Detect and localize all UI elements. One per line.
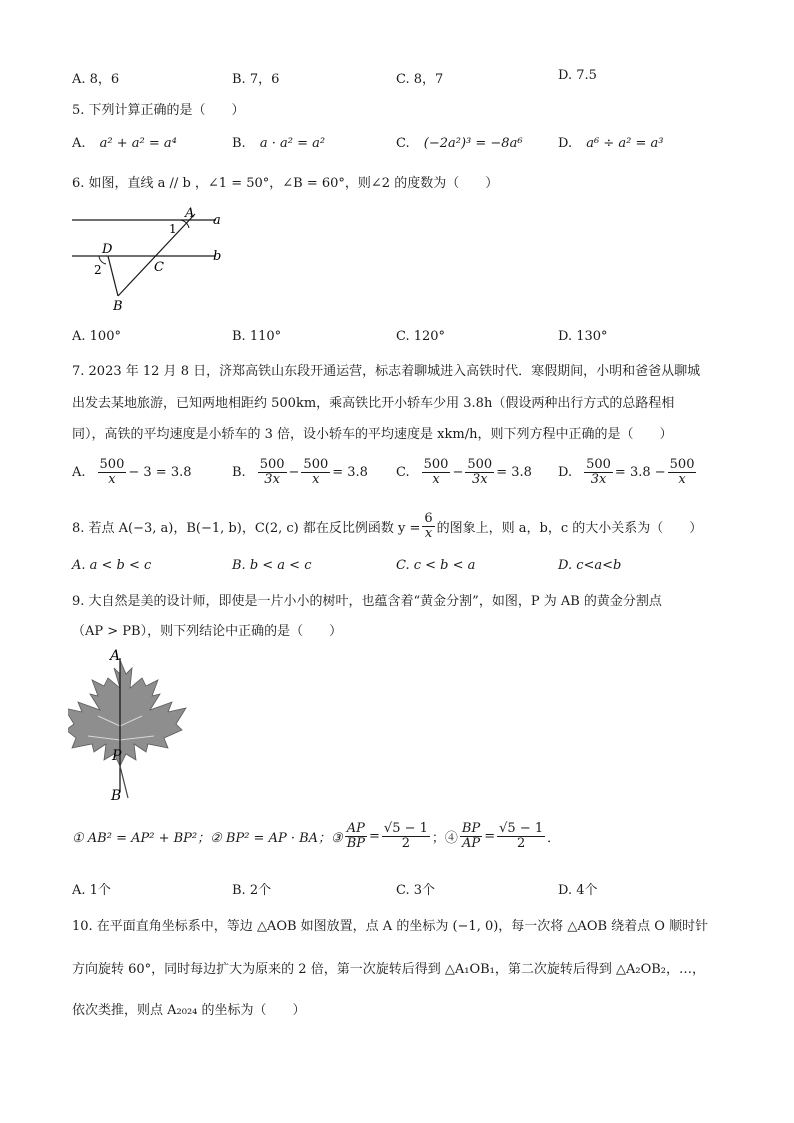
numerator: 500 <box>586 457 611 472</box>
label-P: P <box>112 748 122 764</box>
label-B: B <box>111 788 122 804</box>
q9-statements <box>72 822 560 852</box>
numerator: 500 <box>259 457 285 472</box>
q9-fraction-ap-bp <box>345 822 367 852</box>
q7-line-3: 同），高铁的平均速度是小轿车的 3 倍，设小轿车的平均速度是 xkm/h，则下列方程中正确的是（ ） <box>72 427 673 442</box>
q5-option-c-expr: (−2a²)³ = −8a⁶ <box>423 136 523 151</box>
segment-ab <box>118 214 195 296</box>
numerator: 500 <box>467 457 493 472</box>
q7-a-fraction <box>98 458 127 488</box>
q9-option-d: D. 4个 <box>558 883 598 898</box>
denominator: 2 <box>516 836 526 852</box>
denominator: 2 <box>401 836 411 852</box>
numerator: 6 <box>424 511 433 526</box>
q5-option-d-expr: a⁶ ÷ a² = a³ <box>586 136 664 151</box>
q6-option-d: D. 130° <box>558 329 608 344</box>
q7-line-2: 出发去某地旅游，已知两地相距约 500km，乘高铁比开小轿车少用 3.8h（假设两种出行方式的总路程相 <box>72 396 675 411</box>
label-1: 1 <box>169 222 177 236</box>
label-A: A <box>185 206 195 221</box>
q7-option-d-label: D. <box>558 465 573 481</box>
q6-figure <box>68 202 238 314</box>
q7-d-fraction-2 <box>668 458 697 488</box>
q9-fraction-golden-2 <box>497 822 545 852</box>
q9-statement-1-2: ① AB² = AP² + BP²；② BP² = AP · BA；③ <box>72 831 343 847</box>
q9-fraction-golden-1 <box>382 822 430 852</box>
denominator: x <box>432 472 440 488</box>
q4-option-d: D. 7.5 <box>558 68 597 83</box>
q8-option-b: B. b < a < c <box>232 558 312 573</box>
q9-line-2: （AP > PB），则下列结论中正确的是（ ） <box>72 624 343 639</box>
q7-d-fraction-1 <box>584 458 613 488</box>
numerator: √5 − 1 <box>383 821 428 836</box>
q10-line-2: 方向旋转 60°，同时每边扩大为原来的 2 倍，第一次旋转后得到 △A₁OB₁，第二次旋转后得到 △A₂OB₂，…， <box>72 962 706 977</box>
q7-option-c <box>396 458 532 488</box>
q8-option-a: A. a < b < c <box>72 558 152 573</box>
q8-fraction <box>422 512 434 542</box>
label-b: b <box>213 249 222 264</box>
q5-option-b-label: B. <box>232 136 246 151</box>
numerator: 500 <box>303 457 329 472</box>
q7-option-b-label: B. <box>232 465 246 481</box>
label-D: D <box>102 242 113 257</box>
segment-db <box>108 256 118 296</box>
minus-sign: − <box>452 465 464 481</box>
denominator: x <box>424 526 433 542</box>
q9-end: ． <box>547 831 561 847</box>
label-C: C <box>154 260 164 275</box>
q7-option-a-label: A. <box>72 465 86 481</box>
q6-option-b: B. 110° <box>232 329 282 344</box>
q7-option-d <box>558 458 698 488</box>
q9-option-b: B. 2个 <box>232 883 272 898</box>
equals-value: = 3.8 <box>496 465 532 481</box>
q5-option-d <box>558 136 663 151</box>
q5-option-b-expr: a · a² = a² <box>259 136 326 151</box>
q9-fraction-bp-ap <box>460 822 482 852</box>
q7-b-fraction-1 <box>258 458 287 488</box>
q8-stem-post: 的图象上，则 a，b，c 的大小关系为（ ） <box>436 521 703 537</box>
q7-option-a <box>72 458 192 488</box>
q10-line-1: 10. 在平面直角坐标系中，等边 △AOB 如图放置，点 A 的坐标为 (−1, 0)，每一次将 △AOB 绕着点 O 顺时针 <box>72 919 709 934</box>
q5-option-a <box>72 136 177 151</box>
denominator: AP <box>462 836 481 852</box>
minus-sign: − <box>288 465 300 481</box>
denominator: 3x <box>471 472 488 488</box>
q6-option-a: A. 100° <box>72 329 121 344</box>
equals-value: = 3.8 <box>332 465 368 481</box>
q8-option-c: C. c < b < a <box>396 558 476 573</box>
q8-stem <box>72 512 702 542</box>
q5-stem: 5. 下列计算正确的是（ ） <box>72 103 245 118</box>
label-a: a <box>213 213 221 228</box>
label-B: B <box>113 299 123 314</box>
q4-option-b: B. 7，6 <box>232 72 280 87</box>
denominator: x <box>678 472 686 488</box>
q10-line-3: 依次类推，则点 A₂₀₂₄ 的坐标为（ ） <box>72 1003 306 1018</box>
q4-option-a: A. 8，6 <box>72 72 120 87</box>
q7-line-1: 7. 2023 年 12 月 8 日，济郑高铁山东段开通运营，标志着聊城进入高铁时代．寒假期间，小明和爸爸从聊城 <box>72 364 701 379</box>
label-A: A <box>110 648 121 664</box>
numerator: 500 <box>669 457 695 472</box>
q4-option-c: C. 8，7 <box>396 72 444 87</box>
q8-option-d: D. c<a<b <box>558 558 622 573</box>
numerator: AP <box>346 821 365 836</box>
denominator: x <box>312 472 320 488</box>
q6-option-c: C. 120° <box>396 329 446 344</box>
q5-option-b <box>232 136 325 151</box>
equals: = <box>369 829 380 845</box>
q5-option-d-label: D. <box>558 136 573 151</box>
denominator: 3x <box>264 472 280 488</box>
q6-stem: 6. 如图，直线 a // b ，∠1 = 50°，∠B = 60°，则∠2 的度数为（ ） <box>72 176 499 191</box>
numerator: √5 − 1 <box>499 821 544 836</box>
numerator: 500 <box>99 457 125 472</box>
leaf-shape <box>68 660 186 766</box>
label-2: 2 <box>94 263 102 277</box>
q9-option-a: A. 1个 <box>72 883 111 898</box>
q7-c-fraction-2 <box>465 458 494 488</box>
q9-separator: ；④ <box>431 831 458 847</box>
q9-option-c: C. 3个 <box>396 883 436 898</box>
q7-c-fraction-1 <box>422 458 451 488</box>
denominator: x <box>108 472 116 488</box>
denominator: 3x <box>590 472 607 488</box>
q7-b-fraction-2 <box>301 458 330 488</box>
numerator: BP <box>461 821 481 836</box>
denominator: BP <box>346 836 366 852</box>
q7-a-tail: − 3 = 3.8 <box>128 465 192 481</box>
q5-option-a-expr: a² + a² = a⁴ <box>99 136 177 151</box>
q5-option-a-label: A. <box>72 136 86 151</box>
maple-leaf-figure <box>68 644 198 806</box>
numerator: 500 <box>423 457 449 472</box>
q7-option-b <box>232 458 368 488</box>
q8-stem-pre: 8. 若点 A(−3, a)，B(−1, b)，C(2, c) 都在反比例函数 y = <box>72 521 421 537</box>
q9-line-1: 9. 大自然是美的设计师，即使是一片小小的树叶，也蕴含着“黄金分割”，如图，P 为 AB 的黄金分割点 <box>72 594 662 609</box>
q5-option-c <box>396 136 523 151</box>
q7-option-c-label: C. <box>396 465 410 481</box>
q5-option-c-label: C. <box>396 136 410 151</box>
equals: = <box>484 829 496 845</box>
equals-minus: = 3.8 − <box>614 465 666 481</box>
